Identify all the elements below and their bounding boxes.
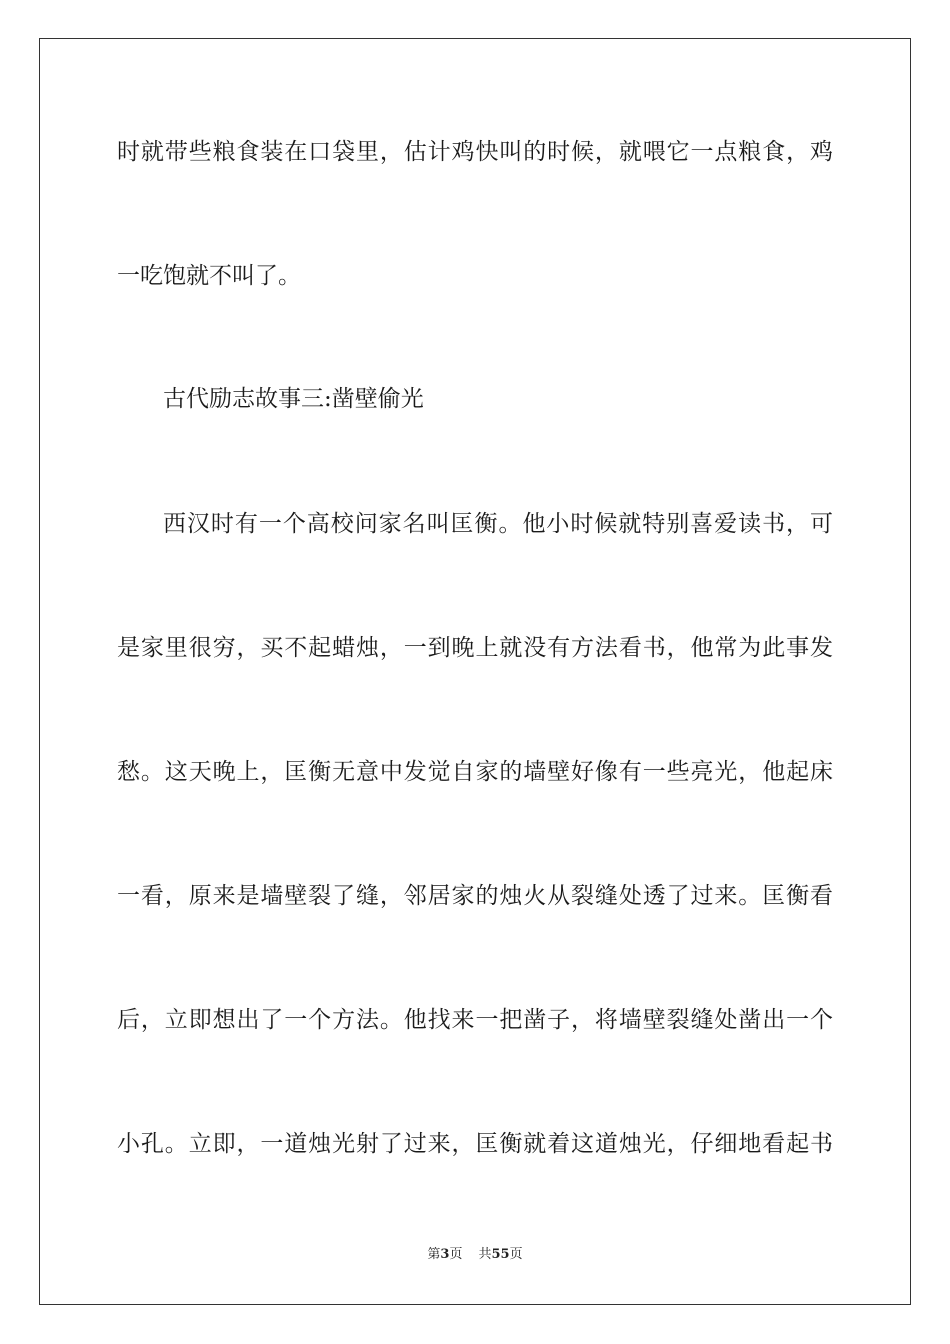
body-line: 一看，原来是墙壁裂了缝，邻居家的烛火从裂缝处透了过来。匡衡看 bbox=[117, 883, 833, 909]
body-line: 是家里很穷，买不起蜡烛，一到晚上就没有方法看书，他常为此事发 bbox=[117, 635, 833, 661]
page-border bbox=[39, 38, 911, 1305]
body-line: 一吃饱就不叫了。 bbox=[117, 263, 301, 289]
total-pages-label: 共55页 bbox=[478, 1247, 523, 1262]
body-line: 愁。这天晚上，匡衡无意中发觉自家的墙壁好像有一些亮光，他起床 bbox=[117, 759, 833, 785]
body-line: 小孔。立即，一道烛光射了过来，匡衡就着这道烛光，仔细地看起书 bbox=[117, 1131, 833, 1157]
page-footer bbox=[0, 1246, 950, 1264]
total-page-count: 55 bbox=[491, 1247, 510, 1262]
body-line: 后，立即想出了一个方法。他找来一把凿子，将墙壁裂缝处凿出一个 bbox=[117, 1007, 833, 1033]
page-label: 第3页 bbox=[427, 1247, 463, 1262]
current-page-number: 3 bbox=[440, 1247, 450, 1262]
body-line: 时就带些粮食装在口袋里，估计鸡快叫的时候，就喂它一点粮食，鸡 bbox=[117, 139, 833, 165]
section-heading: 古代励志故事三:凿壁偷光 bbox=[163, 386, 424, 412]
body-line: 西汉时有一个高校问家名叫匡衡。他小时候就特别喜爱读书，可 bbox=[163, 511, 833, 537]
